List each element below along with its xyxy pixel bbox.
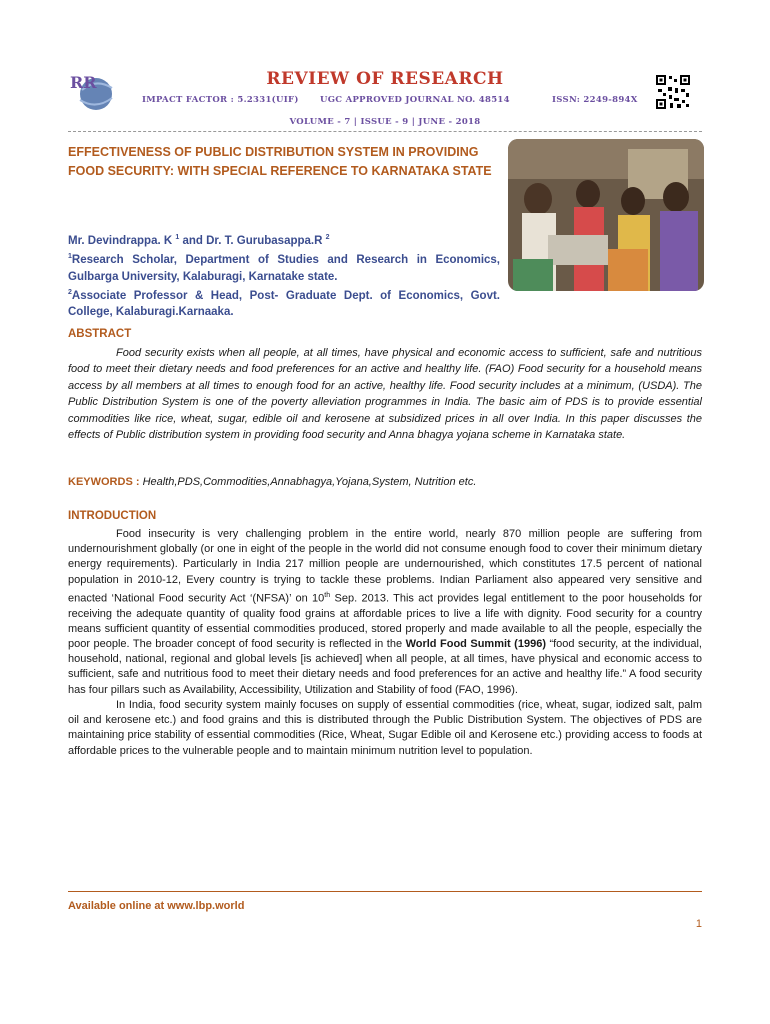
affiliation-2-sup: 2 bbox=[68, 289, 72, 297]
footer-divider bbox=[68, 891, 702, 892]
abstract-heading: ABSTRACT bbox=[68, 328, 132, 340]
intro-p1-bold: World Food Summit (1996) bbox=[405, 638, 546, 651]
intro-p1-part-b: Sep. 2013. This act provides legal entitlement to the poor households for receiving the adequate quantity of quality food grains at affordable prices to live a life with dignity. Food security for a country means sufficient quantity of essential commodities produced, stored properly and made available to all the people, especially the poor people. The broader concept of food security is reflected in the bbox=[68, 592, 702, 651]
header-divider bbox=[68, 131, 702, 132]
author-1: Mr. Devindrappa. K bbox=[68, 234, 176, 247]
intro-paragraph-1 bbox=[68, 527, 702, 698]
affiliation-2 bbox=[68, 285, 500, 321]
keywords-value: Health,PDS,Commodities,Annabhagya,Yojana,System, Nutrition etc. bbox=[142, 476, 477, 488]
impact-factor: IMPACT FACTOR : 5.2331(UIF) bbox=[142, 95, 299, 105]
paper-title: EFFECTIVENESS OF PUBLIC DISTRIBUTION SYSTEM IN PROVIDING FOOD SECURITY: WITH SPECIAL REFERENCE TO KARNATAKA STATE bbox=[68, 145, 492, 178]
footer-online[interactable]: Available online at www.lbp.world bbox=[68, 900, 245, 912]
page-number: 1 bbox=[695, 918, 702, 930]
svg-text:RR: RR bbox=[70, 73, 97, 92]
abstract-text: Food security exists when all people, at all times, have physical and economic access to sufficient, safe and nutritious food to meet their dietary needs and food preferences for an active and healthy life. (FAO) Food security for a household means access by all members at all times to enough food for an active, healthy life. Food security includes at a minimum, (USDA). The Public Distribution System is one of the poverty alleviation programmes in India. The basic aim of PDS is to provide essential commodities like rice, wheat, sugar, edible oil and kerosene at subsidized prices in all over India. In this paper discusses the effects of Public distribution system in providing food security and Anna bhagya yojana scheme in Karnataka state. bbox=[68, 347, 702, 442]
volume-issue: VOLUME - 7 | ISSUE - 9 | JUNE - 2018 bbox=[289, 117, 481, 127]
issn: ISSN: 2249-894X bbox=[552, 95, 638, 105]
ugc-approval: UGC APPROVED JOURNAL NO. 48514 bbox=[320, 95, 510, 105]
intro-p1-sup: th bbox=[324, 591, 331, 599]
intro-paragraph-2: In India, food security system mainly focuses on supply of essential commodities (rice, wheat, sugar, iodized salt, palm oil and kerosene etc.) and food grains and this is distributed through the Public Distribution System. The objectives of PDS are maintaining price stability of essential commodities (Rice, Wheat, Sugar Edible oil and Kerosene etc.) providing access to foods at affordable prices to the vulnerable people and to maintain minimum nutrition level to population. bbox=[68, 698, 702, 757]
affiliation-1 bbox=[68, 249, 500, 285]
qr-code-icon bbox=[655, 74, 691, 110]
author-2: and Dr. T. Gurubasappa.R bbox=[179, 234, 326, 247]
intro-p1-part-a: Food insecurity is very challenging problem in the entire world, nearly 870 million people are suffering from undernourishment globally (or one in eight of the people in the world did not consume enough food to cover their minimum dietary energy requirements). Particularly in India 217 million people are undernourished, which constitutes 17.5 percent of national population in 2010-12, Every country is trying to tackle these problems. Indian Parliament also appeared very sensitive and enacted ‘National Food security Act ‘(NFSA)’ on 10 bbox=[68, 528, 702, 605]
intro-p1-part-c: “food security, at the individual, household, national, regional and global levels [is achieved] when all people, at all times, have physical and economic access to sufficient, safe and nutritious food to meet their dietary needs and food preferences for an active and healthy life.” A food security has four pillars such as Availability, Accessibility, Utilization and Stability of food (FAO, 1996). bbox=[68, 638, 702, 696]
introduction-heading: INTRODUCTION bbox=[68, 510, 157, 522]
keywords bbox=[68, 476, 702, 488]
affiliation-1-text: Research Scholar, Department of Studies and Research in Economics, Gulbarga University, Kalaburagi, Karnatake state. bbox=[68, 254, 500, 283]
affiliation-2-text: Associate Professor & Head, Post- Graduate Dept. of Economics, Govt. College, Kalaburagi.Karnaaka. bbox=[68, 289, 500, 319]
journal-title: REVIEW OF RESEARCH bbox=[266, 69, 504, 89]
author-block bbox=[68, 230, 500, 321]
food-distribution-photo bbox=[508, 139, 704, 291]
keywords-label: KEYWORDS : bbox=[68, 476, 143, 488]
introduction-body bbox=[68, 527, 702, 759]
affiliation-1-sup: 1 bbox=[68, 253, 72, 261]
author-2-sup: 2 bbox=[325, 234, 330, 241]
author-1-sup: 1 bbox=[175, 234, 180, 241]
author-names bbox=[68, 230, 500, 249]
